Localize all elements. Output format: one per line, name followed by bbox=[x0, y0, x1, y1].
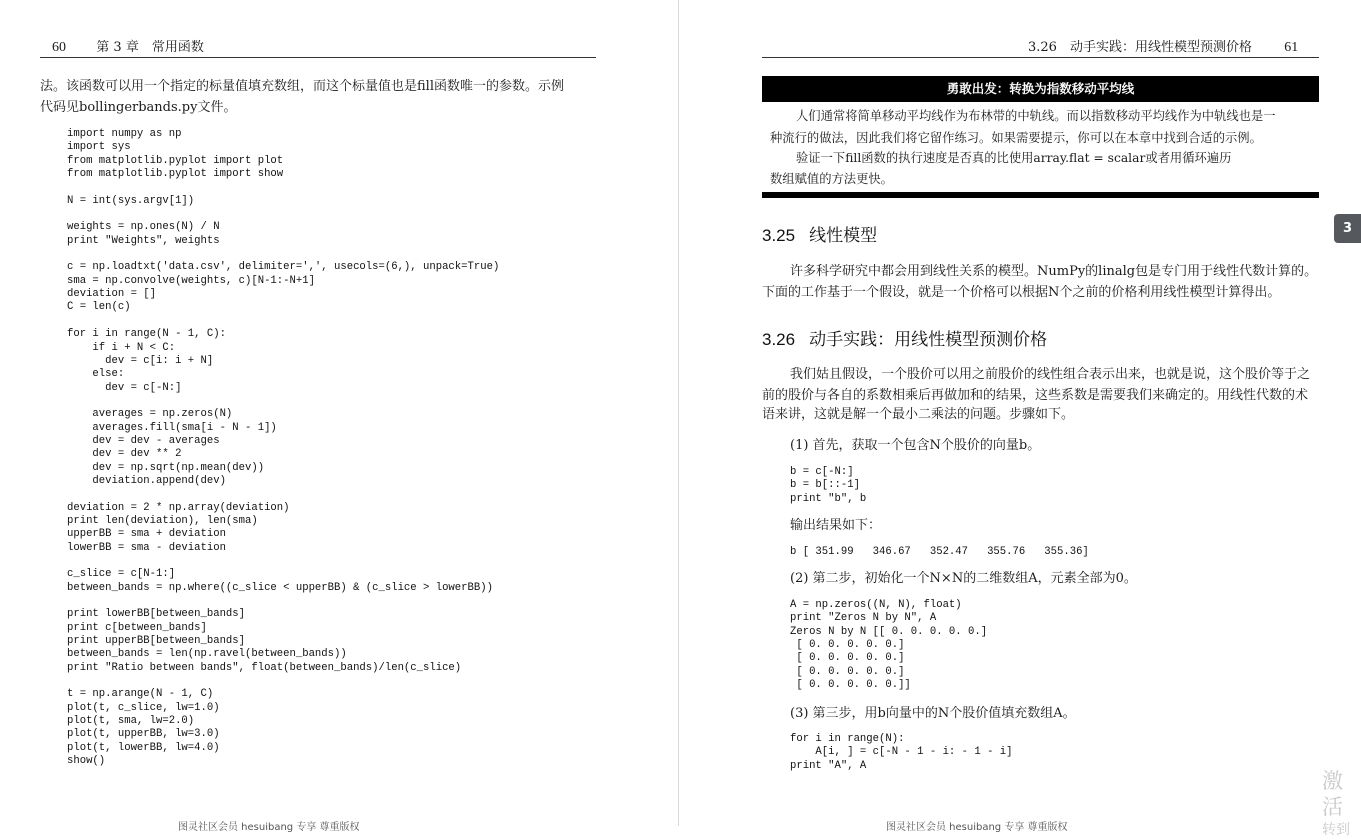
sec325-line-1: 许多科学研究中都会用到线性关系的模型。NumPy的linalg包是专门用于线性代数计算的。 bbox=[790, 264, 1318, 279]
step-2: (2) 第二步，初始化一个N×N的二维数组A，元素全部为0。 bbox=[790, 571, 1137, 586]
box-line-3: 验证一下fill函数的执行速度是否真的比使用array.flat = scalar或者用循环遍历 bbox=[796, 151, 1232, 165]
sec326-line-3: 语来讲，这就是解一个最小二乘法的问题。步骤如下。 bbox=[762, 407, 1075, 422]
section-3-25-heading bbox=[762, 225, 877, 247]
watermark-line-1: 激活 bbox=[1322, 769, 1343, 819]
intro-line-1: 法。该函数可以用一个指定的标量值填充数组，而这个标量值也是fill函数唯一的参数。示例 bbox=[40, 79, 564, 94]
left-running-header bbox=[52, 40, 204, 56]
sidebar-box-bottom-bar bbox=[762, 192, 1319, 198]
box-line-2: 种流行的做法，因此我们将它留作练习。如果需要提示，你可以在本章中找到合适的示例。 bbox=[770, 131, 1262, 145]
section-header: 3.26 动手实践：用线性模型预测价格 bbox=[1028, 40, 1252, 55]
section-3-25-number: 3.25 bbox=[762, 226, 796, 245]
section-3-25-title: 线性模型 bbox=[809, 226, 878, 246]
step-1: (1) 首先，获取一个包含N个股价的向量b。 bbox=[790, 438, 1041, 453]
step-3: (3) 第三步，用b向量中的N个股价值填充数组A。 bbox=[790, 706, 1076, 721]
page-gutter bbox=[678, 0, 679, 826]
sidebar-box-body bbox=[762, 102, 1319, 192]
section-3-26-title: 动手实践：用线性模型预测价格 bbox=[809, 330, 1048, 350]
chapter-header: 第 3 章 常用函数 bbox=[96, 40, 204, 55]
left-page-number: 60 bbox=[52, 40, 66, 55]
code-block-2: A = np.zeros((N, N), float) print "Zeros N by N", A Zeros N by N [[ 0. 0. 0. 0. 0.] [ 0. 0. 0. 0. 0.] [ 0. 0. 0. 0. 0.] [ 0. 0. 0. 0. 0.] [ 0. 0. 0. 0. 0.]] bbox=[790, 599, 988, 692]
bollinger-code-block: import numpy as np import sys from matplotlib.pyplot import plot from matplotlib.pyplot import show N = int(sys.argv[1]) weights = np.ones(N) / N print "Weights", weights c = np.loadtxt('data.csv', delimiter=',', usecols=(6,), unpack=True) sma = np.convolve(weights, c)[N-1:-N+1] deviation = [] C = len(c) for i in range(N - 1, C): if i + N < C: dev = c[i: i + N] else: dev = c[-N:] averages = np.zeros(N) averages.fill(sma[i - N - 1]) dev = dev - averages dev = dev ** 2 dev = np.sqrt(np.mean(dev)) deviation.append(dev) deviation = 2 * np.array(deviation) print len(deviation), len(sma) upperBB = sma + deviation lowerBB = sma - deviation c_slice = c[N-1:] between_bands = np.where((c_slice < upperBB) & (c_slice > lowerBB)) print lowerBB[between_bands] print c[between_bands] print upperBB[between_bands] between_bands = len(np.ravel(between_bands)) print "Ratio between bands", float(between_bands)/len(c_slice) t = np.arange(N - 1, C) plot(t, c_slice, lw=1.0) plot(t, sma, lw=2.0) plot(t, upperBB, lw=3.0) plot(t, lowerBB, lw=4.0) show() bbox=[67, 128, 500, 768]
sec326-line-1: 我们姑且假设，一个股价可以用之前股价的线性组合表示出来，也就是说，这个股价等于之 bbox=[790, 367, 1311, 382]
chapter-tab: 3 bbox=[1334, 214, 1361, 243]
section-3-26-number: 3.26 bbox=[762, 330, 796, 349]
right-page-number: 61 bbox=[1284, 40, 1299, 55]
output-label: 输出结果如下： bbox=[790, 518, 882, 533]
sec325-line-2: 下面的工作基于一个假设，就是一个价格可以根据N个之前的价格利用线性模型计算得出。 bbox=[762, 285, 1281, 300]
code-block-3: for i in range(N): A[i, ] = c[-N - 1 - i: - 1 - i] print "A", A bbox=[790, 733, 1013, 772]
section-3-26-heading bbox=[762, 329, 1047, 351]
box-line-4: 数组赋值的方法更快。 bbox=[770, 172, 893, 186]
left-header-rule bbox=[40, 57, 596, 58]
right-footer: 图灵社区会员 hesuibang 专享 尊重版权 bbox=[886, 822, 1068, 833]
sec326-line-2: 前的股价与各自的系数相乘后再做加和的结果，这些系数是需要我们来确定的。用线性代数的术 bbox=[762, 388, 1309, 403]
right-running-header bbox=[1028, 40, 1298, 56]
watermark-line-2: 转到 bbox=[1322, 822, 1350, 838]
intro-line-2: 代码见bollingerbands.py文件。 bbox=[40, 100, 237, 115]
code-block-1: b = c[-N:] b = b[::-1] print "b", b bbox=[790, 466, 867, 505]
sidebar-box-title: 勇敢出发：转换为指数移动平均线 bbox=[762, 76, 1319, 102]
box-line-1: 人们通常将简单移动平均线作为布林带的中轨线。而以指数移动平均线作为中轨线也是一 bbox=[796, 109, 1276, 123]
right-header-rule bbox=[762, 57, 1319, 58]
activation-watermark bbox=[1322, 768, 1361, 840]
output-block-1: b [ 351.99 346.67 352.47 355.76 355.36] bbox=[790, 546, 1089, 558]
left-footer: 图灵社区会员 hesuibang 专享 尊重版权 bbox=[178, 822, 360, 833]
